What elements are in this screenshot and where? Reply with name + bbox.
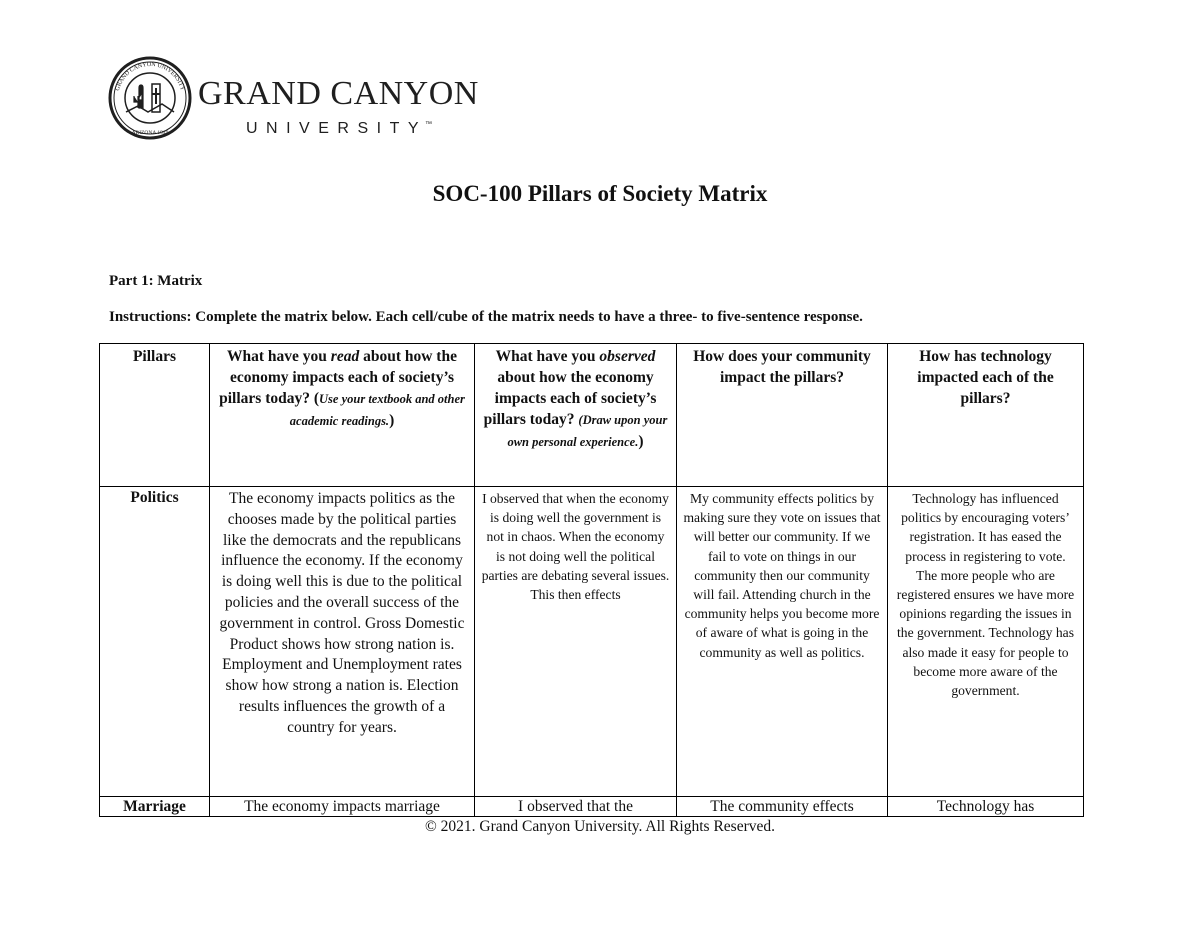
table-row [100, 487, 1084, 797]
header-pillars: Pillars [100, 344, 210, 487]
header-row [100, 344, 1084, 487]
cell-technology: Technology has [888, 797, 1084, 817]
seal-bottom-text: ARIZONA 1949 [131, 130, 169, 136]
header-community: How does your community impact the pillars? [677, 344, 888, 487]
cell-read: The economy impacts marriage [210, 797, 475, 817]
cell-observed: I observed that when the economy is doing well the government is not in chaos. When the economy is not doing well the political parties are debating several issues. This then effects [475, 487, 677, 797]
university-logo [108, 56, 488, 142]
cell-technology: Technology has influenced politics by encouraging voters’ registration. It has eased the process in registering to vote. The more people who are registered ensures we have more opinions regarding the issues in the government. Technology has also made it easy for people to become more aware of the government. [888, 487, 1084, 797]
logo-name: GRAND CANYON [198, 75, 479, 112]
header-technology: How has technology impacted each of the pillars? [888, 344, 1084, 487]
copyright-footer: © 2021. Grand Canyon University. All Rights Reserved. [424, 818, 775, 835]
cell-community: My community effects politics by making sure they vote on issues that will better our community. If we fail to vote on things in our community then our community will fail. Attending church in the community helps you become more of aware of what is going in the community as well as politics. [677, 487, 888, 797]
cross-icon [152, 88, 160, 104]
table-row [100, 797, 1084, 817]
logo-trademark: ™ [425, 121, 432, 128]
pillar-name: Marriage [100, 797, 210, 817]
cell-observed: I observed that the [475, 797, 677, 817]
pillar-name: Politics [100, 487, 210, 797]
header-read: What have you read about how the economy impacts each of society’s pillars today? (Use your textbook and other academic readings.) [210, 344, 475, 487]
document-title: SOC-100 Pillars of Society Matrix [432, 181, 768, 206]
cell-community: The community effects [677, 797, 888, 817]
instructions: Instructions: Complete the matrix below. Each cell/cube of the matrix needs to have a three- to five-sentence response. [109, 309, 863, 325]
header-observed: What have you observed about how the economy impacts each of society’s pillars today? (Draw upon your own personal experience.) [475, 344, 677, 487]
part-label: Part 1: Matrix [109, 273, 203, 289]
university-seal [110, 58, 190, 138]
seal-arc-text: GRAND CANYON UNIVERSITY [114, 61, 186, 92]
cell-read: The economy impacts politics as the chooses made by the political parties like the democrats and the republicans influence the economy. If the economy is doing well this is due to the political policies and the overall success of the government in control. Gross Domestic Product shows how strong nation is. Employment and Unemployment rates show how strong a nation is. Election results influences the growth of a country for years. [210, 487, 475, 797]
canyon-icon [126, 104, 174, 112]
logo-subname: UNIVERSITY [246, 120, 428, 137]
cactus-icon [134, 85, 143, 108]
pillars-matrix [99, 343, 1084, 817]
